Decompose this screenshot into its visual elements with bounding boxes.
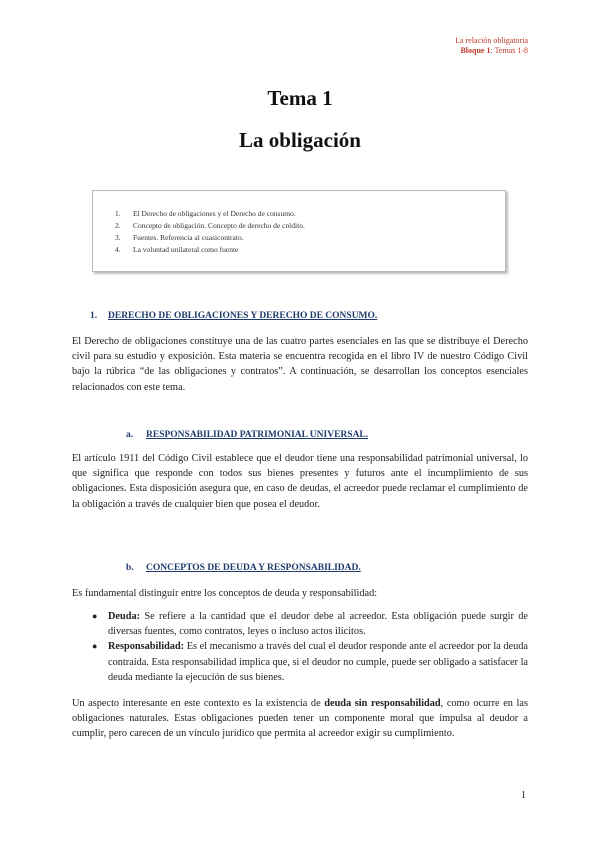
table-of-contents bbox=[92, 190, 506, 272]
subsection-b-intro: Es fundamental distinguir entre los conceptos de deuda y responsabilidad: bbox=[72, 588, 378, 599]
header-block-line bbox=[455, 46, 528, 56]
toc-item: 1. El Derecho de obligaciones y el Derecho de consumo. bbox=[115, 209, 296, 218]
header-block-label: Bloque 1 bbox=[460, 46, 491, 55]
header-block-topics: : Temas 1-8 bbox=[490, 46, 528, 55]
page-number: 1 bbox=[521, 790, 526, 801]
bullet-list bbox=[72, 609, 528, 685]
toc-item: 2. Concepto de obligación. Concepto de derecho de crédito. bbox=[115, 221, 305, 230]
subsection-a-heading: a. RESPONSABILIDAD PATRIMONIAL UNIVERSAL. bbox=[126, 430, 369, 440]
subsection-a-paragraph: El artículo 1911 del Código Civil establece que el deudor tiene una responsabilidad patrimonial universal, lo que significa que responde con todos sus bienes presentes y futuros ante el incumplimiento de sus obligaciones. Esta disposición asegura que, en caso de deudas, el acreedor puede reclamar el cumplimiento de la obligación a través de cualquier bien que posea el deudor. bbox=[72, 453, 528, 510]
subsection-b-heading: b. CONCEPTOS DE DEUDA Y RESPONSABILIDAD. bbox=[126, 563, 361, 573]
section-1-paragraph: El Derecho de obligaciones constituye una de las cuatro partes esenciales en las que se distribuye el Derecho civil para su estudio y exposición. Esta materia se encuentra recogida en el libro IV de nuestro Código Civil bajo la rúbrica “de las obligaciones y contratos”. A continuación, se desarrollan los conceptos esenciales relacionados con este tema. bbox=[72, 336, 528, 393]
list-item: ● Responsabilidad: Es el mecanismo a través del cual el deudor responde ante el acreedor por la deuda contraída. Esta responsabilidad implica que, si el deudor no cumple, puede ser obligado a satisfacer la deuda mediante la ejecución de sus bienes. bbox=[92, 641, 528, 683]
running-header bbox=[455, 36, 528, 56]
toc-item: 4. La voluntad unilateral como fuente bbox=[115, 245, 239, 254]
header-doc-title: La relación obligatoria bbox=[455, 36, 528, 45]
tema-title: Tema 1 bbox=[267, 86, 333, 110]
subject-title: La obligación bbox=[239, 128, 361, 152]
toc-item: 3. Fuentes. Referencia al cuasicontrato. bbox=[115, 233, 244, 242]
section-1-heading: 1. DERECHO DE OBLIGACIONES Y DERECHO DE CONSUMO. bbox=[90, 311, 378, 321]
subsection-b-closing: Un aspecto interesante en este contexto es la existencia de deuda sin responsabilidad, como ocurre en las obligaciones naturales. Estas obligaciones pueden tener un componente moral que impulsa al deudor a cumplir, pero carecen de un vínculo jurídico que permita al acreedor exigir su cumplimiento. bbox=[72, 698, 528, 740]
list-item: ● Deuda: Se refiere a la cantidad que el deudor debe al acreedor. Esta obligación puede surgir de diversas fuentes, como contratos, leyes o incluso actos ilícitos. bbox=[92, 611, 528, 638]
